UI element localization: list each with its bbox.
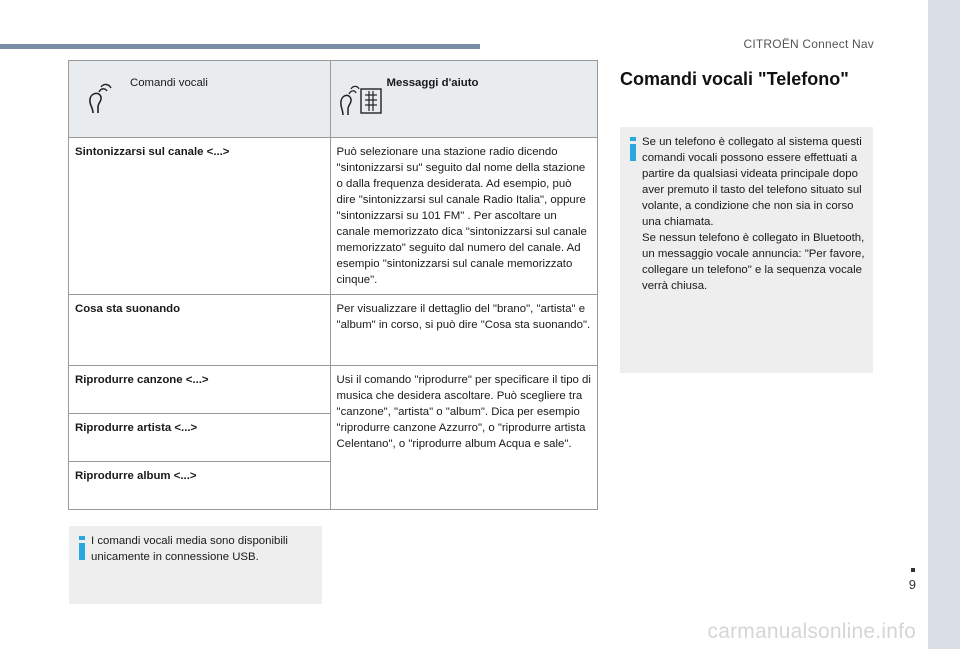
table-header-row — [69, 61, 598, 138]
info-icon — [629, 137, 637, 161]
page-number: 9 — [908, 577, 916, 592]
table-row — [69, 138, 598, 295]
header-label-commands: Comandi vocali — [130, 77, 208, 89]
table-cell-command: Riprodurre album <...> — [69, 462, 331, 510]
table-cell-command: Sintonizzarsi sul canale <...> — [69, 138, 331, 295]
table-cell-command: Cosa sta suonando — [69, 295, 331, 366]
header-cell-commands — [69, 61, 331, 138]
header-rule — [0, 44, 480, 49]
voice-command-table — [68, 60, 598, 510]
info-icon — [78, 536, 86, 560]
table-cell-command: Riprodurre artista <...> — [69, 414, 331, 462]
table-cell-help: Può selezionare una stazione radio dicendo "sintonizzarsi su" seguito dal nome della stazione o dalla frequenza desiderata. Ad esempio, può dire "sintonizzarsi sul canale Radio Italia", oppure "sintonizzarsi su 101 FM" . Per ascoltare un canale memorizzato dica "sintonizzarsi sul canale memorizzato" seguito dal numero del canale. Ad esempio "sintonizzarsi sul canale memorizzato cinque". — [330, 138, 597, 295]
header-cell-help — [330, 61, 597, 138]
usb-info-note — [69, 526, 322, 604]
table-cell-help: Usi il comando "riprodurre" per specificare il tipo di musica che desidera ascoltare. Può scegliere tra "canzone", "artista" o "album". Dica per esempio "riprodurre canzone Azzurro", o "riprodurre artista Celentano", o "riprodurre album Acqua e sale". — [330, 366, 597, 510]
table-cell-help: Per visualizzare il dettaglio del "brano", "artista" e "album" in corso, si può dire "Cosa sta suonando". — [330, 295, 597, 366]
voice-command-icon — [87, 79, 113, 115]
phone-info-text: Se un telefono è collegato al sistema questi comandi vocali possono essere effettuati a partire da qualsiasi videata principale dopo aver premuto il tasto del telefono situato sul volante, a condizione che non sia in corso una chiamata. Se nessun telefono è collegato in Bluetooth, un messaggio vocale annuncia: "Per favore, collegare un telefono" e la sequenza vocale verrà chiusa. — [642, 136, 865, 292]
header-label-help: Messaggi d'aiuto — [386, 77, 479, 89]
side-strip — [928, 0, 960, 649]
table-cell-command: Riprodurre canzone <...> — [69, 366, 331, 414]
table-row — [69, 295, 598, 366]
usb-info-text: I comandi vocali media sono disponibili unicamente in connessione USB. — [91, 535, 288, 563]
phone-info-note — [620, 127, 873, 373]
continuation-marker — [911, 568, 915, 572]
watermark: carmanualsonline.info — [707, 620, 916, 643]
voice-help-icon — [339, 79, 389, 117]
section-title: Comandi vocali "Telefono" — [620, 69, 849, 89]
brand-name: CITROËN Connect Nav — [743, 37, 874, 51]
table-row — [69, 366, 598, 414]
